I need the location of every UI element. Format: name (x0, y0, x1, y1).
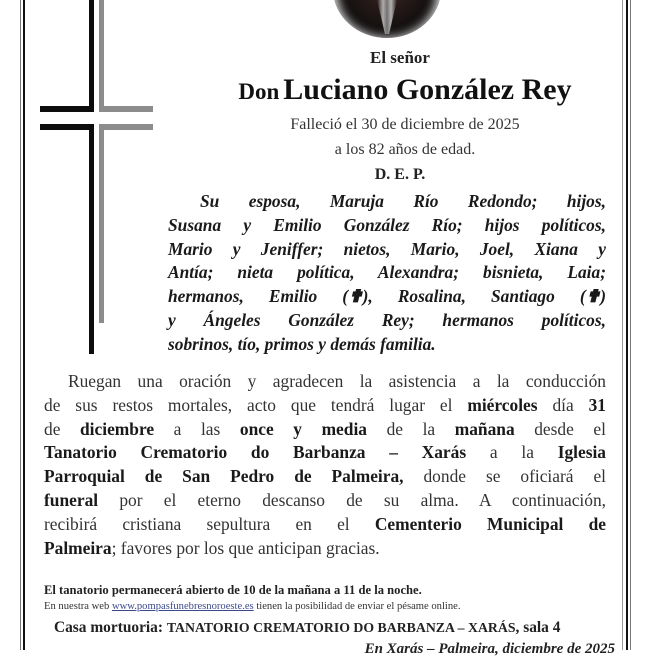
family-line: hermanos, Emilio (✟), Rosalina, Santiago (✟) (168, 286, 606, 307)
right-border-outer (630, 0, 631, 650)
closing-line: En Xarás – Palmeira, diciembre de 2025 (364, 641, 615, 657)
cemetery-name-2: Palmeira (44, 537, 112, 558)
family-paragraph (168, 190, 606, 357)
ceremony-line: funeral por el eterno descanso de su alma. A continuación, (44, 489, 606, 510)
web-notice: En nuestra web www.pompasfunebresnoroeste.es tienen la posibilidad de enviar el pésame online. (44, 601, 461, 612)
origin-place: Tanatorio Crematorio do Barbanza – Xarás (44, 442, 467, 463)
ceremony-time: once y media (239, 418, 367, 439)
name-prefix: Don (238, 79, 280, 104)
family-line: sobrinos, tío, primos y demás familia. (168, 333, 436, 354)
deceased-name (190, 73, 620, 107)
website-link[interactable]: www.pompasfunebresnoroeste.es (111, 601, 254, 612)
funeral-home-room: , sala 4 (515, 619, 561, 636)
funeral-home-place: TANATORIO CREMATORIO DO BARBANZA – XARÁS (166, 620, 516, 635)
ceremony-line: Palmeira; favores por los que anticipan gracias. (44, 537, 380, 558)
cemetery-name-1: Cementerio Municipal de (374, 513, 606, 534)
left-border-thin (20, 0, 21, 650)
left-border-thick (23, 0, 25, 650)
family-line: Mario y Jeniffer; nietos, Mario, Joel, Xiana y (168, 238, 606, 259)
ceremony-line: de sus restos mortales, acto que tendrá lugar el miércoles día 31 (44, 394, 606, 415)
date-of-death: Falleció el 30 de diciembre de 2025 (290, 116, 520, 133)
intro-text: El señor (370, 48, 430, 67)
service-type: funeral (44, 489, 99, 510)
ceremony-line: Parroquial de San Pedro de Palmeira, donde se oficiará el (44, 466, 606, 487)
day-number: 31 (588, 394, 606, 415)
ceremony-line: de diciembre a las once y media de la mañana desde el (44, 418, 606, 439)
day-period: mañana (454, 418, 515, 439)
opening-hours: El tanatorio permanecerá abierto de 10 de la mañana a 11 de la noche. (44, 583, 422, 597)
family-line: y Ángeles González Rey; hermanos políticos, (168, 309, 606, 330)
funeral-home-label: Casa mortuoria: (54, 619, 163, 636)
name-full: Luciano González Rey (283, 73, 572, 106)
family-line: Susana y Emilio González Río; hijos políticos, (168, 214, 606, 235)
ceremony-line: recibirá cristiana sepultura en el Cementerio Municipal de (44, 513, 606, 534)
family-line: Antía; nieta política, Alexandra; bisnieta, Laia; (168, 262, 606, 283)
funeral-home (54, 619, 614, 637)
day-name: miércoles (467, 394, 538, 415)
church-name-1: Iglesia (557, 442, 606, 463)
rip-text: D. E. P. (374, 166, 426, 183)
right-border-thick (626, 0, 628, 650)
church-name-2: Parroquial de San Pedro de Palmeira, (44, 466, 404, 487)
month: diciembre (80, 418, 155, 439)
family-line: Su esposa, Maruja Río Redondo; hijos, (200, 191, 606, 211)
ceremony-line: Tanatorio Crematorio do Barbanza – Xarás a la Iglesia (44, 442, 606, 463)
right-border-thin (622, 0, 623, 650)
deceased-photo (333, 0, 441, 38)
age-at-death: a los 82 años de edad. (334, 141, 476, 158)
ceremony-line: Ruegan una oración y agradecen la asistencia a la conducción (68, 371, 606, 391)
photo-shirt-collar (377, 0, 397, 34)
ceremony-paragraph (44, 370, 606, 560)
